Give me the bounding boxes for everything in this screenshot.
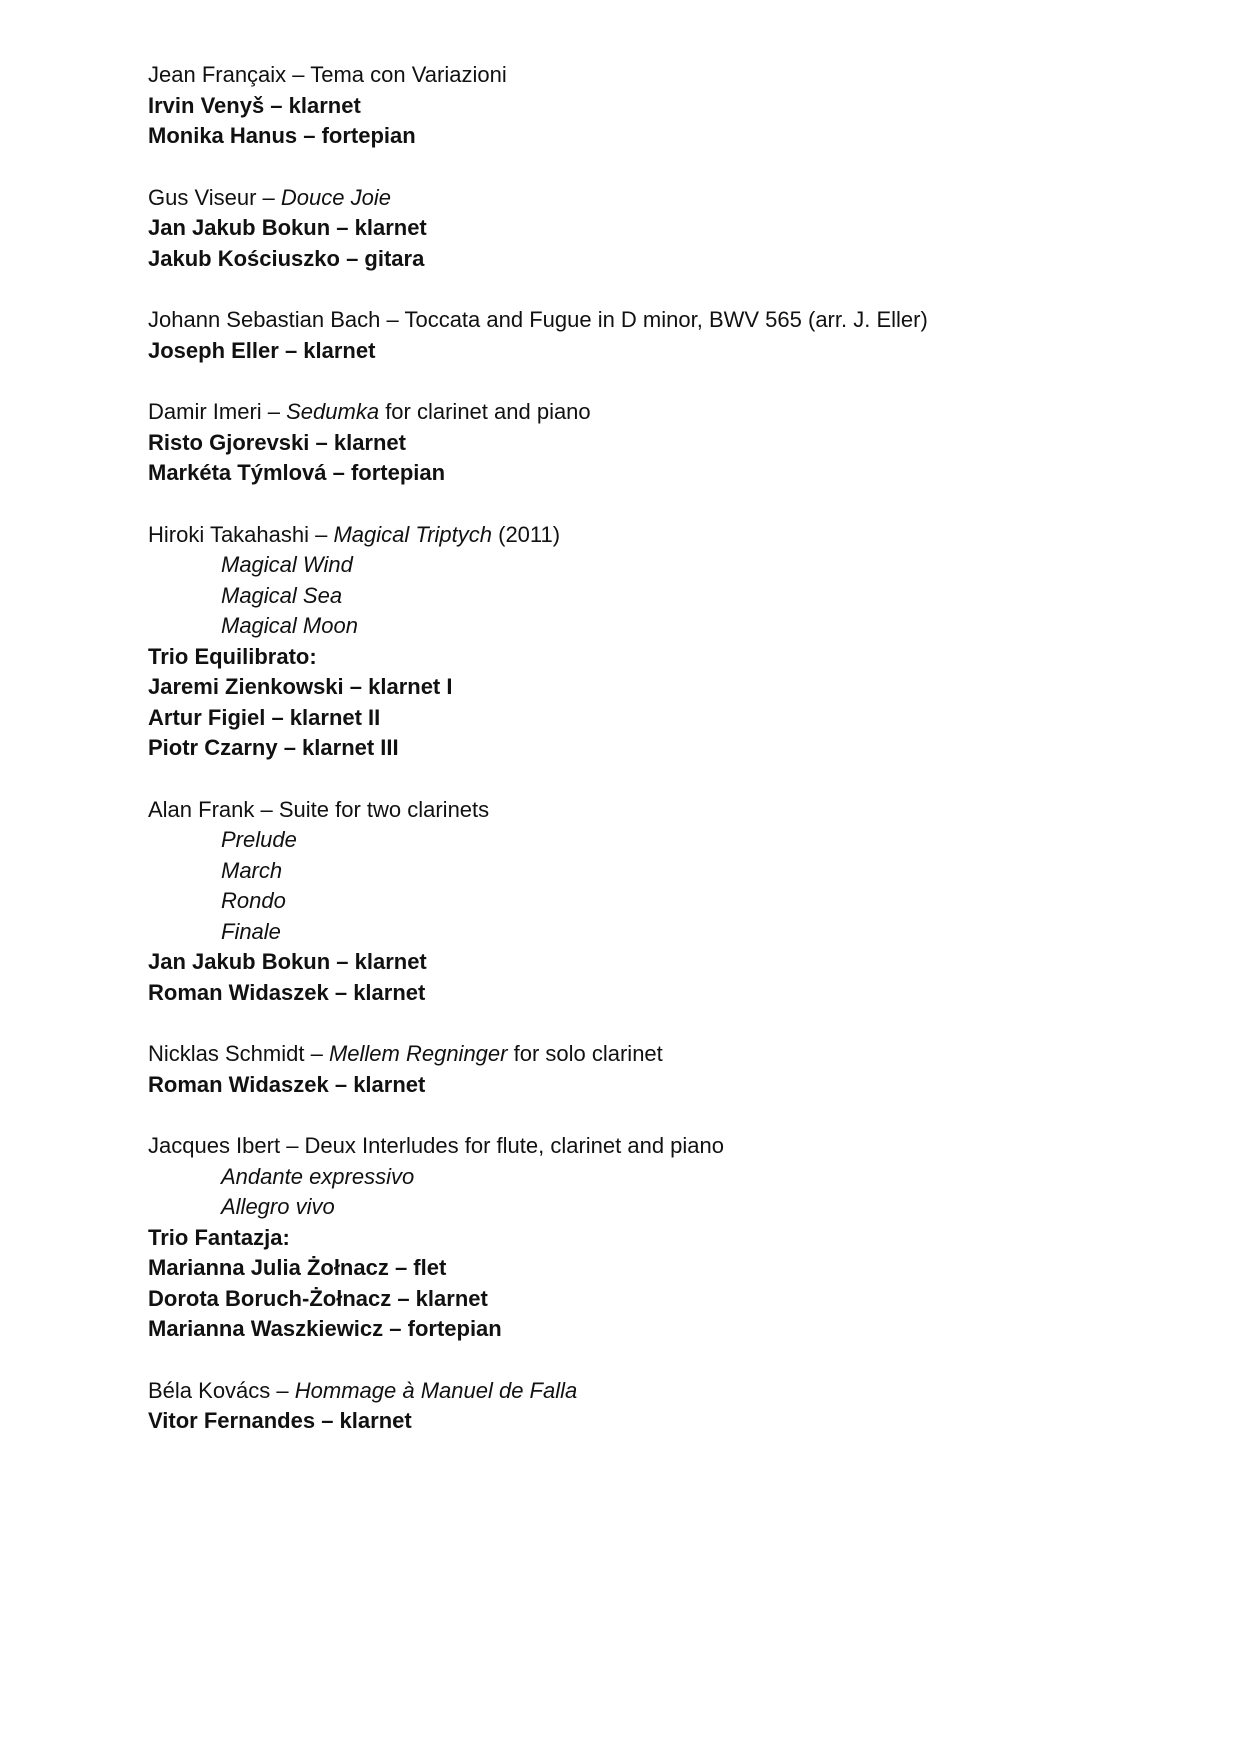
- performer: Trio Fantazja:: [148, 1224, 290, 1250]
- work-title-text: Gus Viseur –: [148, 184, 281, 210]
- program-piece: [148, 1376, 1188, 1437]
- work-title-text: (2011): [492, 521, 561, 547]
- performer: Irvin Venyš – klarnet: [148, 92, 361, 118]
- performer: Monika Hanus – fortepian: [148, 123, 416, 148]
- piece-title: [148, 1039, 1188, 1070]
- work-title-italic: Hommage à Manuel de Falla: [294, 1377, 578, 1403]
- movement: Magical Sea: [221, 582, 343, 608]
- work-title-text: Béla Kovács –: [148, 1377, 295, 1403]
- work-title-italic: Douce Joie: [280, 184, 391, 210]
- program-piece: [148, 1039, 1188, 1100]
- concert-program: [148, 60, 1188, 1468]
- program-piece: [148, 520, 1188, 764]
- performer: Marianna Julia Żołnacz – flet: [148, 1255, 447, 1280]
- movement: Rondo: [221, 888, 286, 913]
- performer: Risto Gjorevski – klarnet: [148, 429, 406, 455]
- piece-title: [148, 795, 1188, 826]
- work-title-text: Johann Sebastian Bach – Toccata and Fugue in D minor, BWV 565 (arr. J. Eller): [148, 307, 928, 332]
- piece-title: [148, 1131, 1188, 1162]
- work-title-text: for solo clarinet: [507, 1041, 663, 1066]
- piece-title: [148, 1376, 1188, 1407]
- piece-title: [148, 183, 1188, 214]
- work-title-italic: Mellem Regninger: [328, 1041, 508, 1066]
- movement: March: [221, 857, 283, 883]
- work-title-text: for clarinet and piano: [379, 399, 591, 424]
- performer: Markéta Týmlová – fortepian: [148, 460, 446, 485]
- program-piece: [148, 397, 1188, 489]
- program-piece: [148, 1131, 1188, 1345]
- movement: Allegro vivo: [221, 1194, 335, 1219]
- performer: Artur Figiel – klarnet II: [148, 704, 381, 730]
- performer: Trio Equilibrato:: [148, 643, 317, 669]
- performer: Vitor Fernandes – klarnet: [148, 1408, 412, 1433]
- work-title-text: Hiroki Takahashi –: [148, 521, 334, 547]
- program-piece: [148, 795, 1188, 1009]
- performer: Roman Widaszek – klarnet: [148, 1071, 426, 1097]
- work-title-text: Jacques Ibert – Deux Interludes for flute, clarinet and piano: [148, 1133, 725, 1158]
- performer: Marianna Waszkiewicz – fortepian: [148, 1316, 502, 1341]
- work-title-text: Nicklas Schmidt –: [148, 1041, 329, 1066]
- performer: Jan Jakub Bokun – klarnet: [148, 949, 427, 974]
- work-title-italic: Magical Triptych: [333, 521, 492, 547]
- movement: Magical Wind: [221, 552, 353, 577]
- program-piece: [148, 60, 1188, 152]
- movement: Magical Moon: [221, 613, 358, 638]
- program-piece: [148, 305, 1188, 366]
- performer: Piotr Czarny – klarnet III: [148, 735, 399, 760]
- program-piece: [148, 183, 1188, 275]
- performer: Jakub Kościuszko – gitara: [148, 245, 425, 271]
- performer: Jaremi Zienkowski – klarnet I: [148, 674, 453, 699]
- work-title-text: Jean Françaix – Tema con Variazioni: [148, 62, 507, 87]
- movement: Prelude: [221, 827, 297, 852]
- piece-title: [148, 305, 1188, 336]
- performer: Roman Widaszek – klarnet: [148, 979, 426, 1005]
- work-title-text: Damir Imeri –: [148, 399, 287, 424]
- work-title-text: Alan Frank – Suite for two clarinets: [148, 796, 490, 822]
- performer: Jan Jakub Bokun – klarnet: [148, 215, 427, 240]
- piece-title: [148, 520, 1188, 551]
- work-title-italic: Sedumka: [286, 399, 380, 424]
- piece-title: [148, 397, 1188, 428]
- piece-title: [148, 60, 1188, 91]
- movement: Andante expressivo: [221, 1163, 415, 1189]
- movement: Finale: [221, 918, 281, 944]
- performer: Joseph Eller – klarnet: [148, 337, 376, 363]
- performer: Dorota Boruch-Żołnacz – klarnet: [148, 1285, 488, 1311]
